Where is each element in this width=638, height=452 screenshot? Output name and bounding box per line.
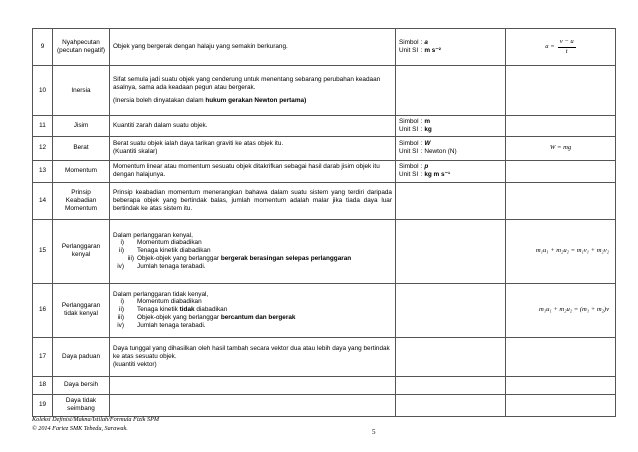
symbol-unit-cell: Simbol : m Unit SI : kg (396, 116, 506, 137)
symbol-unit-cell (396, 283, 506, 337)
definition-cell (110, 376, 396, 394)
definition-note: (kuantiti vektor) (113, 360, 157, 368)
term-cell: Inersia (53, 66, 110, 116)
row-number: 18 (33, 376, 53, 394)
symbol-label: Simbol (399, 140, 419, 148)
symbol-unit-cell (396, 337, 506, 376)
term-cell: Jisim (53, 116, 110, 137)
term-cell: Daya paduan (53, 337, 110, 376)
definition-cell: Kuantiti zarah dalam suatu objek. (110, 116, 396, 137)
formula-cell (506, 116, 616, 137)
formula-cell: m₁u₁ + m₂u₂ = m₁v₁ + m₂v₂ (506, 219, 616, 283)
symbol-label: Simbol (399, 163, 419, 171)
formula-fraction (545, 38, 575, 55)
formula-cell (506, 376, 616, 394)
term-cell: Momentum (53, 160, 110, 182)
row-number: 9 (33, 29, 53, 66)
table-row (33, 160, 616, 182)
table-row (33, 283, 616, 337)
definition-cell: Prinsip keabadian momentum menerangkan bahawa dalam suatu sistem yang terdiri daripada beberapa objek yang bertindak balas, jumlah momentum adalah malar jika tiada daya luar bertindak ke atas sistem itu. (110, 182, 396, 219)
table-row (33, 136, 616, 160)
formula-left: a = (545, 42, 555, 50)
definition-text: Daya tunggal yang dihasilkan oleh hasil tambah secara vektor dua atau lebih daya yang bertindak ke atas sesuatu objek. (113, 344, 390, 360)
definition-cell: Objek yang bergerak dengan halaju yang semakin berkurang. (110, 29, 396, 66)
definition-note: (Kuantiti skalar) (113, 148, 158, 156)
table-row (33, 29, 616, 66)
table-row (33, 394, 616, 416)
term-cell: Perlanggaran kenyal (53, 219, 110, 283)
row-number: 11 (33, 116, 53, 137)
footer-copyright: © 2014 Fariez SMK Tebedu, Sarawak. (32, 424, 128, 432)
unit-label: Unit SI (399, 171, 419, 179)
symbol-label: Simbol (399, 118, 419, 125)
page-footer (32, 416, 159, 433)
symbol-value: p (424, 163, 429, 171)
formula-denominator: t (565, 47, 568, 55)
unit-value: kg (424, 125, 432, 133)
symbol-unit-cell (396, 376, 506, 394)
unit-label: Unit SI (399, 125, 419, 133)
term-cell: Nyahpecutan (pecutan negatif) (53, 29, 110, 66)
row-number: 13 (33, 160, 53, 182)
row-number: 19 (33, 394, 53, 416)
table-row (33, 66, 616, 116)
definition-cell (110, 219, 396, 283)
unit-value: Newton (N) (424, 148, 457, 156)
unit-value: kg m s⁻¹ (424, 171, 451, 179)
term-cell: Prinsip Keabadian Momentum (53, 182, 110, 219)
symbol-value: W (424, 140, 431, 148)
definition-intro: Dalam perlanggaran tidak kenyal, (113, 290, 209, 298)
symbol-unit-cell: Simbol : W Unit SI : Newton (N) (396, 136, 506, 160)
definition-cell (110, 66, 396, 116)
footer-title: Koleksi Definisi/Makna/Istilah/Formula Fizik SPM (32, 416, 160, 423)
table-row (33, 219, 616, 283)
unit-value: m s⁻² (424, 47, 441, 54)
property-list (113, 298, 392, 329)
formula-cell (506, 66, 616, 116)
definition-cell (110, 136, 396, 160)
table-row (33, 337, 616, 376)
list-item: iv) Jumlah tenaga terabadi. (117, 321, 206, 329)
list-item: i) Momentum diabadikan (120, 239, 202, 247)
newton-law-ref: hukum gerakan Newton pertama) (205, 96, 307, 104)
row-number: 15 (33, 219, 53, 283)
definition-cell (110, 394, 396, 416)
row-number: 16 (33, 283, 53, 337)
symbol-value: m (424, 118, 431, 125)
unit-label: Unit SI (399, 148, 419, 156)
definition-text: Sifat semula jadi suatu objek yang cenderung untuk menentang sebarang perubahan keadaan asalnya, sama ada keadaan pegun atau bergerak. (113, 76, 381, 92)
table-row (33, 116, 616, 137)
symbol-unit-cell (396, 219, 506, 283)
physics-definitions-table (32, 28, 616, 417)
symbol-value: a (424, 39, 428, 47)
term-cell: Daya tidak seimbang (53, 394, 110, 416)
term-cell: Daya bersih (53, 376, 110, 394)
definition-cell (110, 337, 396, 376)
list-item: iv) Jumlah tenaga terabadi. (117, 262, 206, 270)
symbol-unit-cell (396, 66, 506, 116)
symbol-unit-cell (396, 394, 506, 416)
list-item: iii) Objek-objek yang berlanggar bercantum dan bergerak (117, 314, 296, 322)
symbol-unit-cell: Simbol : a Unit SI : m s⁻² (396, 29, 506, 66)
list-item: iii) Objek-objek yang berlanggar bergerak berasingan selepas perlanggaran (127, 255, 352, 263)
page-number: 5 (372, 428, 376, 436)
symbol-unit-cell: Simbol : p Unit SI : kg m s⁻¹ (396, 160, 506, 182)
row-number: 14 (33, 182, 53, 219)
symbol-unit-cell (396, 182, 506, 219)
formula-cell (506, 160, 616, 182)
definition-cell (110, 283, 396, 337)
formula-cell: W = mg (506, 136, 616, 160)
table-row (33, 182, 616, 219)
formula-cell (506, 394, 616, 416)
formula-cell: m₁u₁ + m₂u₂ = (m₁ + m₂)v (506, 283, 616, 337)
term-cell: Perlanggaran tidak kenyal (53, 283, 110, 337)
row-number: 12 (33, 136, 53, 160)
symbol-label: Simbol (399, 39, 419, 47)
row-number: 17 (33, 337, 53, 376)
property-list (113, 239, 392, 270)
table-row (33, 376, 616, 394)
definition-text: Berat suatu objek ialah daya tarikan graviti ke atas objek itu. (113, 140, 284, 148)
formula-cell (506, 29, 616, 66)
definition-intro: Dalam perlanggaran kenyal, (113, 231, 193, 239)
list-item: ii) Tenaga kinetik diabadikan (119, 247, 211, 255)
formula-cell (506, 182, 616, 219)
formula-numerator: v − u (558, 38, 576, 47)
list-item: ii) Tenaga kinetik tidak diabadikan (119, 306, 228, 314)
list-item: i) Momentum diabadikan (120, 298, 202, 306)
formula-cell (506, 337, 616, 376)
unit-label: Unit SI (399, 47, 419, 54)
row-number: 10 (33, 66, 53, 116)
term-cell: Berat (53, 136, 110, 160)
definition-note: (Inersia boleh dinyatakan dalam hukum gerakan Newton pertama) (113, 96, 307, 104)
definition-cell: Momentum linear atau momentum sesuatu objek ditakrifkan sebagai hasil darab jisim objek itu dengan halajunya. (110, 160, 396, 182)
